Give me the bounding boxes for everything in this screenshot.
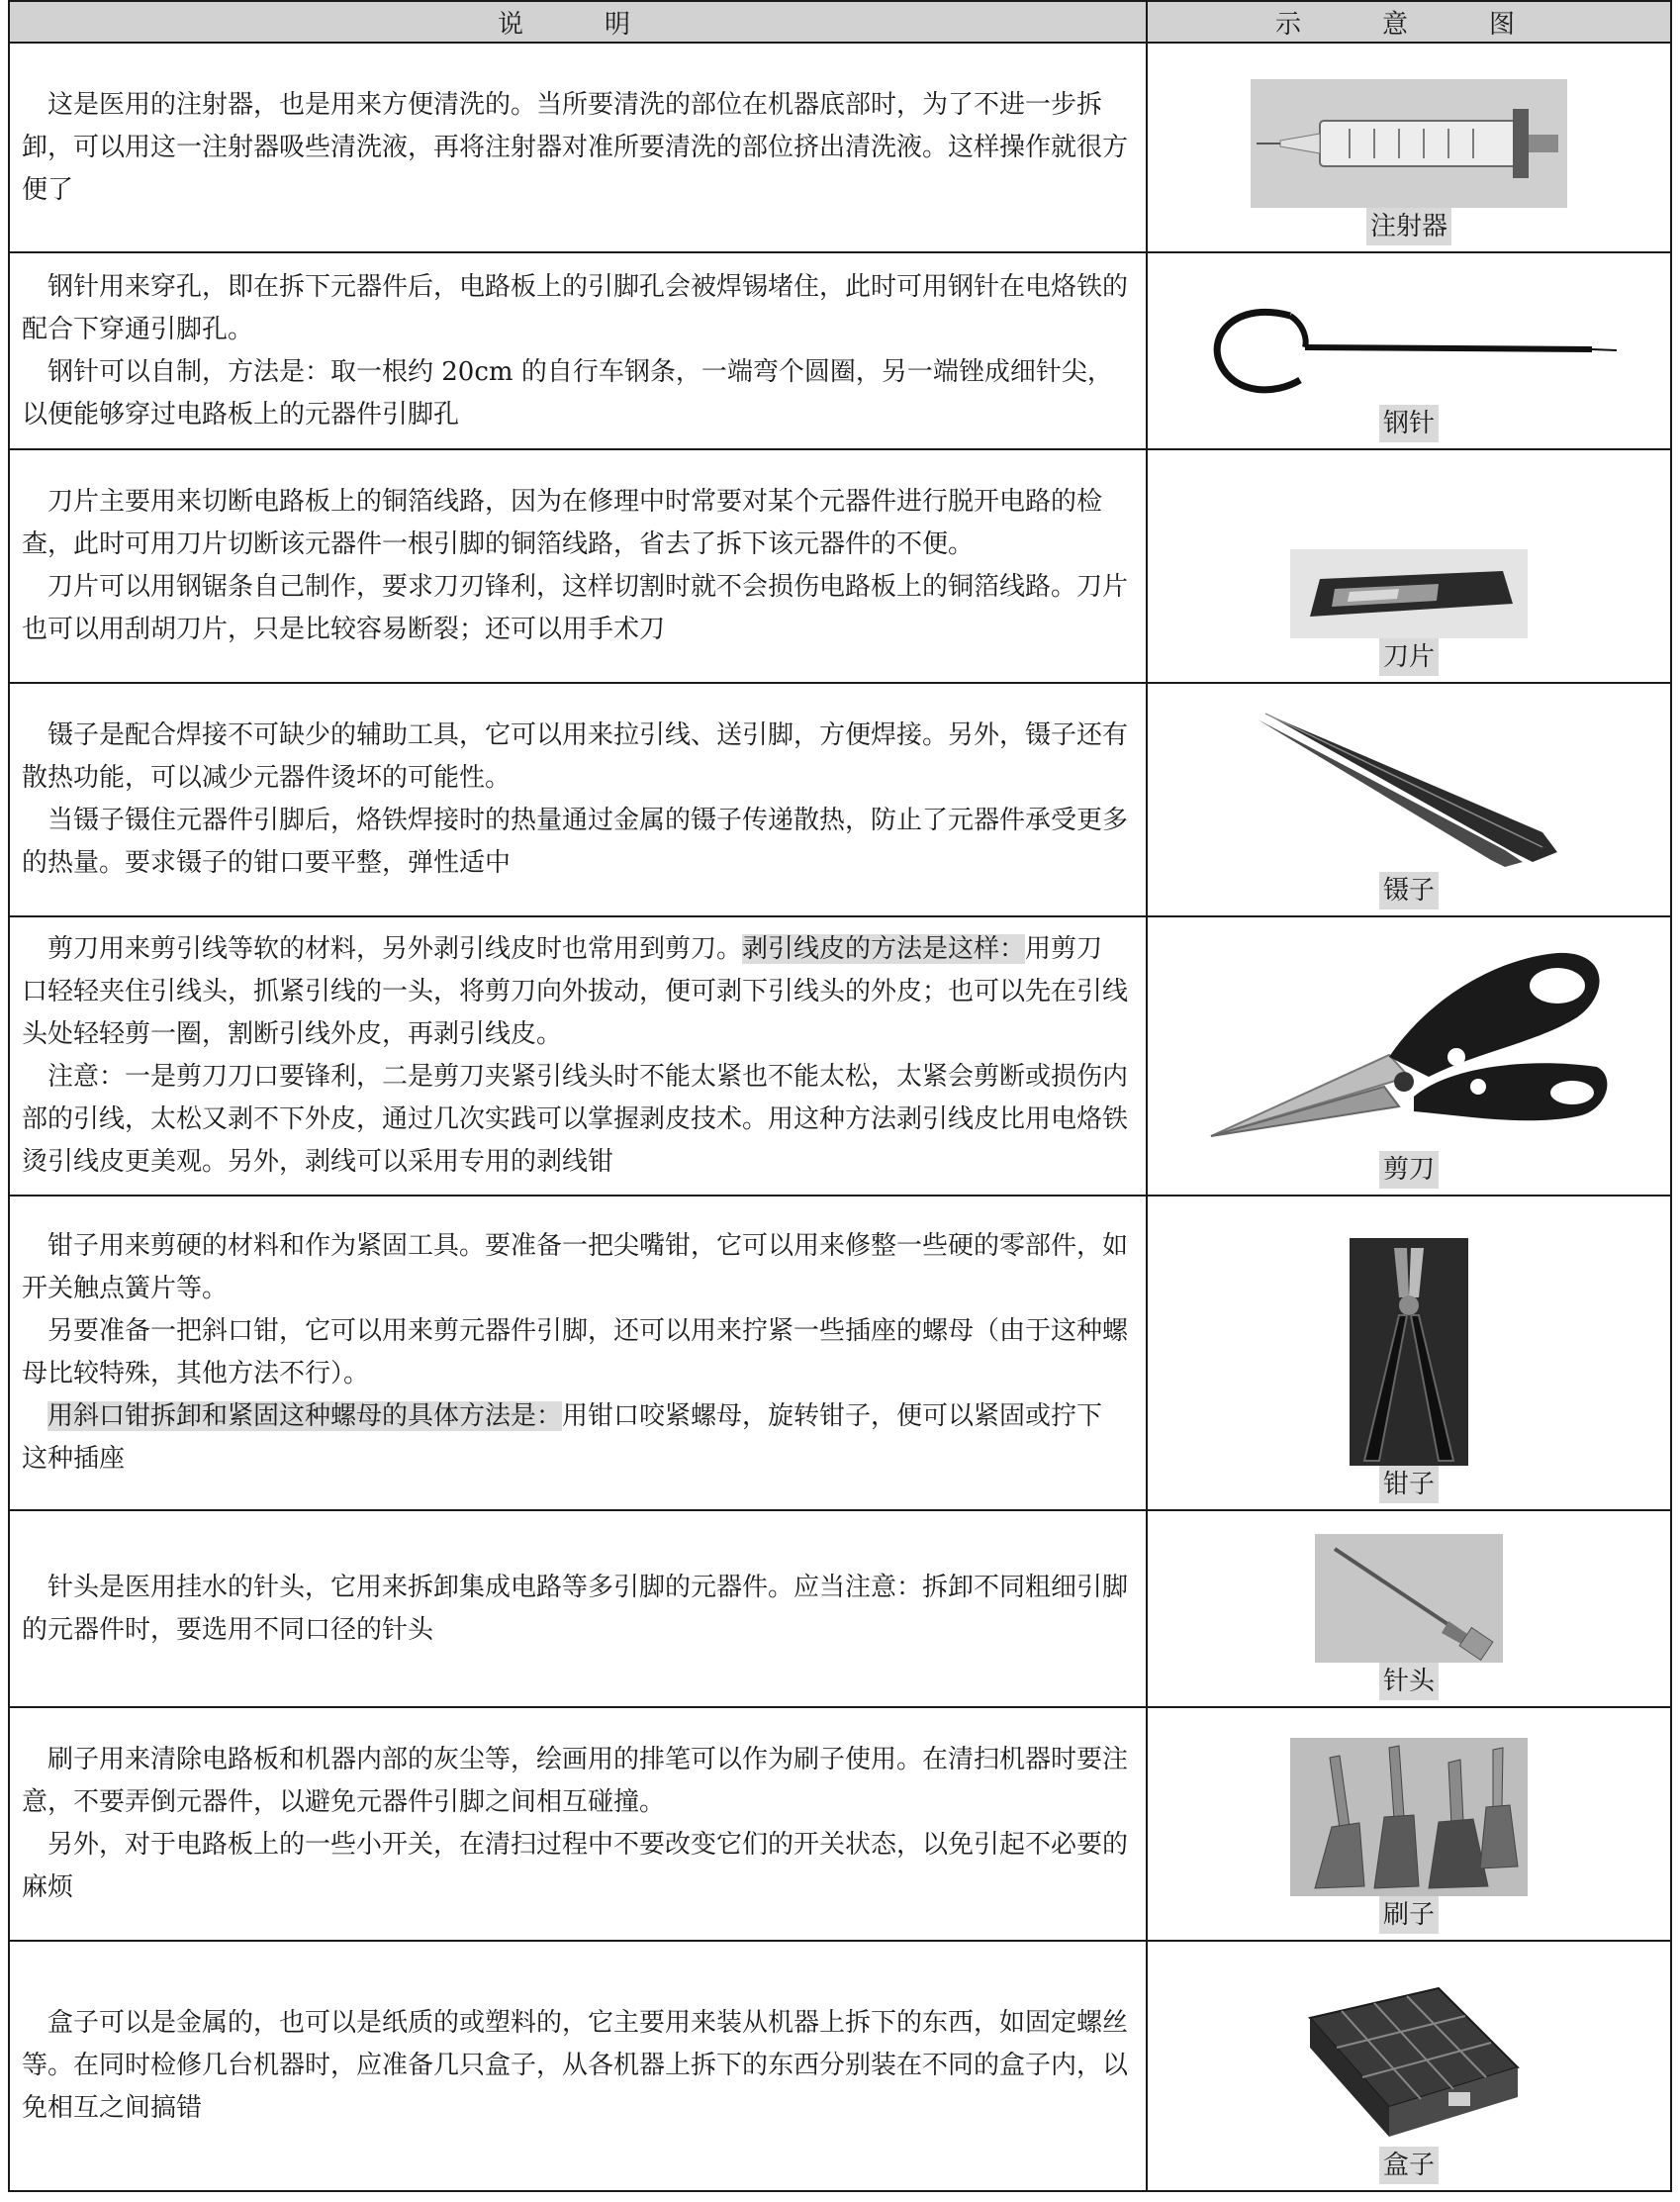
figure-caption: 镊子	[1379, 872, 1439, 910]
description-cell	[9, 449, 1147, 683]
brushes-icon	[1290, 1738, 1528, 1896]
paragraph: 钢针用来穿孔，即在拆下元器件后，电路板上的引脚孔会被焊锡堵住，此时可用钢针在电烙铁的配合下穿通引脚孔。	[22, 271, 1129, 344]
figure-cell	[1147, 43, 1671, 252]
paragraph	[22, 928, 1128, 1056]
figure-caption: 注射器	[1366, 208, 1451, 245]
table-header-row	[9, 1, 1671, 43]
box-icon	[1290, 1978, 1528, 2147]
paragraph	[22, 1395, 1128, 1481]
header-figure: 示 意 图	[1147, 1, 1671, 43]
paragraph: 针头是医用挂水的针头，它用来拆卸集成电路等多引脚的元器件。应当注意：拆卸不同粗细引脚的元器件时，要选用不同口径的针头	[22, 1572, 1129, 1645]
figure-cell	[1147, 252, 1671, 449]
highlighted-text: 剥引线皮的方法是这样：	[742, 934, 1026, 964]
needle-tip-icon	[1315, 1534, 1503, 1663]
paragraph: 盒子可以是金属的，也可以是纸质的或塑料的，它主要用来装从机器上拆下的东西，如固定螺丝等。在同时检修几台机器时，应准备几只盒子，从各机器上拆下的东西分别装在不同的盒子内，以免相互之间搞错	[22, 2008, 1129, 2123]
figure-cell	[1147, 916, 1671, 1196]
paragraph: 刷子用来清除电路板和机器内部的灰尘等，绘画用的排笔可以作为刷子使用。在清扫机器时要注意，不要弄倒元器件，以避免元器件引脚之间相互碰撞。	[22, 1745, 1129, 1817]
table-row	[9, 1941, 1671, 2191]
figure-caption: 剪刀	[1379, 1151, 1439, 1189]
figure-cell	[1147, 449, 1671, 683]
paragraph: 刀片可以用钢锯条自己制作，要求刀刃锋利，这样切割时就不会损伤电路板上的铜箔线路。刀片也可以用刮胡刀片，只是比较容易断裂；还可以用手术刀	[22, 572, 1129, 644]
paragraph: 刀片主要用来切断电路板上的铜箔线路，因为在修理中时常要对某个元器件进行脱开电路的检查，此时可用刀片切断该元器件一根引脚的铜箔线路，省去了拆下该元器件的不便。	[22, 487, 1103, 559]
blade-icon	[1290, 549, 1528, 638]
description-cell	[9, 916, 1147, 1196]
description-cell	[9, 1196, 1147, 1510]
paragraph: 注意：一是剪刀刀口要锋利，二是剪刀夹紧引线头时不能太紧也不能太松，太紧会剪断或损伤内部的引线，太松又剥不下外皮，通过几次实践可以掌握剥皮技术。用这种方法剥引线皮比用电烙铁烫引线皮更美观。另外，剥线可以采用专用的剥线钳	[22, 1062, 1129, 1177]
pliers-icon	[1350, 1238, 1468, 1466]
table-row	[9, 449, 1671, 683]
figure-caption: 针头	[1379, 1663, 1439, 1700]
paragraph: 镊子是配合焊接不可缺少的辅助工具，它可以用来拉引线、送引脚，方便焊接。另外，镊子还有散热功能，可以减少元器件烫坏的可能性。	[22, 720, 1129, 793]
table-row	[9, 252, 1671, 449]
table-row	[9, 43, 1671, 252]
table-row	[9, 1707, 1671, 1941]
description-cell	[9, 1707, 1147, 1941]
figure-cell	[1147, 683, 1671, 916]
figure-caption: 钢针	[1379, 405, 1439, 442]
figure-caption: 钳子	[1379, 1466, 1439, 1503]
paragraph: 另外，对于电路板上的一些小开关，在清扫过程中不要改变它们的开关状态，以免引起不必要的麻烦	[22, 1830, 1129, 1902]
tweezers-icon	[1246, 704, 1572, 872]
paragraph: 这是医用的注射器，也是用来方便清洗的。当所要清洗的部位在机器底部时，为了不进一步拆卸，可以用这一注射器吸些清洗液，再将注射器对准所要清洗的部位挤出清洗液。这样操作就很方便了	[22, 89, 1129, 205]
header-description: 说 明	[9, 1, 1147, 43]
paragraph: 钳子用来剪硬的材料和作为紧固工具。要准备一把尖嘴钳，它可以用来修整一些硬的零部件，如开关触点簧片等。	[22, 1231, 1129, 1303]
figure-cell	[1147, 1707, 1671, 1941]
description-cell	[9, 1510, 1147, 1707]
steel-needle-icon	[1196, 296, 1622, 405]
description-cell	[9, 43, 1147, 252]
paragraph: 另要准备一把斜口钳，它可以用来剪元器件引脚，还可以用来拧紧一些插座的螺母（由于这种螺母比较特殊，其他方法不行）。	[22, 1316, 1129, 1388]
table-row	[9, 916, 1671, 1196]
tools-table	[8, 0, 1672, 2192]
figure-cell	[1147, 1510, 1671, 1707]
syringe-icon	[1251, 79, 1567, 208]
table-row	[9, 683, 1671, 916]
text-segment: 剪刀用来剪引线等软的材料，另外剥引线皮时也常用到剪刀。	[47, 934, 743, 964]
text-segment: 用钳口咬紧螺母，旋转钳子，便可以紧固或拧下这种插座	[22, 1401, 1103, 1474]
figure-caption: 刷子	[1379, 1896, 1439, 1934]
description-cell	[9, 252, 1147, 449]
description-cell	[9, 683, 1147, 916]
paragraph: 钢针可以自制，方法是：取一根约 20cm 的自行车钢条，一端弯个圆圈，另一端锉成细针尖，以便能够穿过电路板上的元器件引脚孔	[22, 356, 1113, 430]
text-segment: 用剪刀口轻轻夹住引线头，抓紧引线的一头，将剪刀向外拔动，便可剥下引线头的外皮；也可以先在引线头处轻轻剪一圈，割断引线外皮，再剥引线皮。	[22, 934, 1129, 1049]
highlighted-text: 用斜口钳拆卸和紧固这种螺母的具体方法是：	[47, 1401, 563, 1431]
figure-cell	[1147, 1941, 1671, 2191]
scissors-icon	[1201, 938, 1617, 1151]
description-cell	[9, 1941, 1147, 2191]
figure-caption: 刀片	[1379, 638, 1439, 676]
table-row	[9, 1196, 1671, 1510]
figure-caption: 盒子	[1379, 2147, 1439, 2184]
figure-cell	[1147, 1196, 1671, 1510]
table-row	[9, 1510, 1671, 1707]
paragraph: 当镊子镊住元器件引脚后，烙铁焊接时的热量通过金属的镊子传递散热，防止了元器件承受更多的热量。要求镊子的钳口要平整，弹性适中	[22, 806, 1129, 878]
